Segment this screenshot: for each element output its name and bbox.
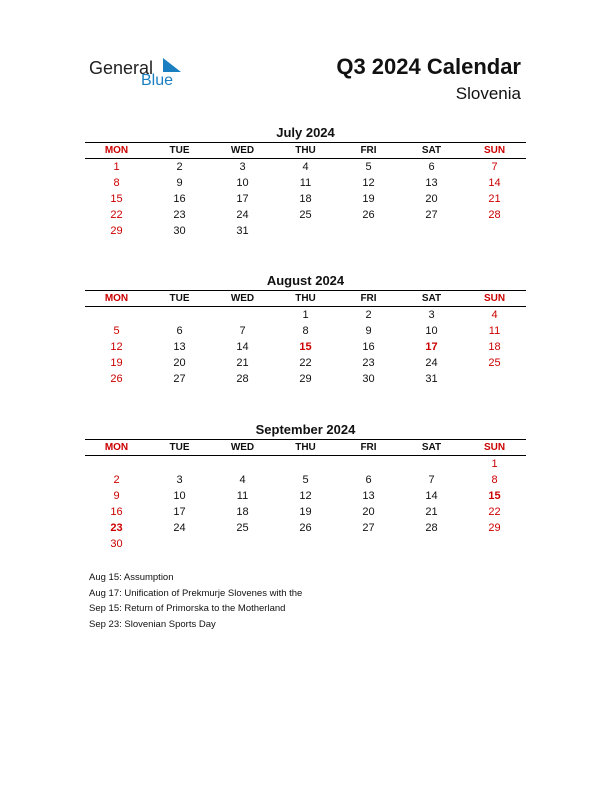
holiday-item: Sep 23: Slovenian Sports Day — [89, 618, 216, 630]
day-cell: 7 — [428, 474, 435, 486]
day-cell: 19 — [362, 193, 375, 205]
day-cell: 7 — [491, 161, 498, 173]
weekday-label: TUE — [169, 442, 190, 453]
day-cell — [337, 536, 400, 552]
day-cell: 13 — [362, 490, 375, 502]
month-block — [85, 421, 526, 552]
weekday-label: FRI — [360, 145, 377, 156]
month-title: July 2024 — [276, 125, 335, 140]
day-cell: 22 — [488, 506, 501, 518]
day-cell — [463, 536, 526, 552]
day-cell: 23 — [362, 357, 375, 369]
day-cell: 12 — [110, 341, 123, 353]
day-cell: 19 — [110, 357, 123, 369]
day-cell: 12 — [299, 490, 312, 502]
day-cell: 20 — [173, 357, 186, 369]
day-cell — [148, 307, 211, 323]
day-cell: 28 — [425, 522, 438, 534]
week-row — [85, 536, 526, 552]
holiday-item: Aug 15: Assumption — [89, 572, 174, 583]
day-cell: 18 — [488, 341, 501, 353]
weekday-label: WED — [230, 145, 255, 156]
day-cell — [463, 371, 526, 387]
day-cell: 9 — [365, 325, 372, 337]
day-cell: 4 — [239, 474, 246, 486]
day-cell: 14 — [236, 341, 249, 353]
day-cell: 23 — [110, 522, 123, 534]
weekday-label: THU — [295, 293, 316, 304]
day-cell: 25 — [236, 522, 249, 534]
day-cell: 9 — [113, 490, 120, 502]
day-cell: 24 — [425, 357, 438, 369]
day-cell: 27 — [362, 522, 375, 534]
day-cell: 6 — [428, 161, 435, 173]
day-cell — [337, 223, 400, 239]
weekday-label: SUN — [483, 145, 506, 156]
day-cell — [211, 536, 274, 552]
day-cell: 17 — [173, 506, 186, 518]
logo — [89, 56, 199, 96]
day-cell: 3 — [428, 309, 435, 321]
page-title: Q3 2024 Calendar — [336, 54, 521, 79]
day-cell: 11 — [236, 490, 249, 502]
weekday-label: SAT — [421, 293, 442, 304]
day-cell — [274, 456, 337, 472]
logo-text-general: General — [89, 58, 154, 78]
day-cell: 2 — [176, 161, 183, 173]
weekday-label: TUE — [169, 293, 190, 304]
month-title: September 2024 — [255, 422, 356, 437]
day-cell — [148, 456, 211, 472]
weekday-label: WED — [230, 293, 255, 304]
day-cell: 5 — [113, 325, 120, 337]
week-row — [85, 323, 526, 339]
weekday-label: MON — [104, 293, 129, 304]
month-block — [85, 124, 526, 239]
day-cell: 27 — [173, 373, 186, 385]
day-cell: 6 — [176, 325, 183, 337]
day-cell: 28 — [488, 209, 501, 221]
week-row — [85, 488, 526, 504]
day-cell — [337, 456, 400, 472]
day-cell: 5 — [365, 161, 372, 173]
weekday-label: MON — [104, 442, 129, 453]
day-cell: 21 — [488, 193, 501, 205]
weekday-header-row — [85, 439, 526, 456]
day-cell: 30 — [362, 373, 375, 385]
day-cell: 8 — [302, 325, 309, 337]
weekday-label: WED — [230, 442, 255, 453]
day-cell: 30 — [110, 538, 123, 550]
day-cell: 9 — [176, 177, 183, 189]
day-cell: 8 — [491, 474, 498, 486]
day-cell: 25 — [299, 209, 312, 221]
week-row — [85, 520, 526, 536]
day-cell: 3 — [239, 161, 246, 173]
day-cell — [85, 456, 148, 472]
day-cell: 8 — [113, 177, 120, 189]
day-cell: 1 — [491, 458, 498, 470]
day-cell — [148, 536, 211, 552]
day-cell — [400, 456, 463, 472]
week-row — [85, 371, 526, 387]
day-cell: 25 — [488, 357, 501, 369]
day-cell: 26 — [299, 522, 312, 534]
day-cell: 10 — [425, 325, 438, 337]
day-cell: 29 — [110, 225, 123, 237]
logo-flag-icon — [163, 58, 181, 72]
weekday-label: SUN — [483, 293, 506, 304]
day-cell: 24 — [173, 522, 186, 534]
week-row — [85, 207, 526, 223]
month-block — [85, 272, 526, 387]
day-cell: 20 — [425, 193, 438, 205]
day-cell: 28 — [236, 373, 249, 385]
weekday-label: MON — [104, 145, 129, 156]
day-cell: 1 — [113, 161, 120, 173]
day-cell: 29 — [299, 373, 312, 385]
day-cell: 31 — [236, 225, 249, 237]
day-cell: 17 — [236, 193, 249, 205]
weekday-header-row — [85, 290, 526, 307]
day-cell: 14 — [425, 490, 438, 502]
day-cell: 26 — [110, 373, 123, 385]
day-cell: 11 — [299, 177, 312, 189]
week-row — [85, 223, 526, 239]
day-cell — [400, 536, 463, 552]
day-cell: 3 — [176, 474, 183, 486]
day-cell: 16 — [110, 506, 123, 518]
week-row — [85, 339, 526, 355]
day-cell: 15 — [110, 193, 123, 205]
day-cell: 16 — [362, 341, 375, 353]
day-cell: 21 — [236, 357, 249, 369]
holiday-item: Sep 15: Return of Primorska to the Motherland — [89, 603, 286, 614]
week-row — [85, 307, 526, 323]
weekday-label: THU — [295, 442, 316, 453]
day-cell: 24 — [236, 209, 249, 221]
day-cell: 31 — [425, 373, 438, 385]
day-cell: 4 — [491, 309, 498, 321]
day-cell: 19 — [299, 506, 312, 518]
day-cell: 15 — [488, 490, 501, 502]
weekday-header-row — [85, 142, 526, 159]
day-cell — [211, 307, 274, 323]
day-cell: 27 — [425, 209, 438, 221]
day-cell: 30 — [173, 225, 186, 237]
day-cell: 23 — [173, 209, 186, 221]
day-cell: 10 — [236, 177, 249, 189]
day-cell: 6 — [365, 474, 372, 486]
day-cell: 29 — [488, 522, 501, 534]
day-cell: 13 — [425, 177, 438, 189]
weekday-label: SAT — [421, 442, 442, 453]
day-cell — [400, 223, 463, 239]
day-cell: 22 — [110, 209, 123, 221]
day-cell: 18 — [236, 506, 249, 518]
day-cell: 18 — [299, 193, 312, 205]
day-cell: 20 — [362, 506, 375, 518]
day-cell: 12 — [362, 177, 375, 189]
week-row — [85, 472, 526, 488]
day-cell: 4 — [302, 161, 309, 173]
week-row — [85, 456, 526, 472]
day-cell — [274, 536, 337, 552]
weekday-label: SUN — [483, 442, 506, 453]
day-cell: 17 — [425, 341, 438, 353]
day-cell: 5 — [302, 474, 309, 486]
weekday-label: TUE — [169, 145, 190, 156]
weekday-label: FRI — [360, 442, 377, 453]
day-cell: 2 — [113, 474, 120, 486]
weekday-label: SAT — [421, 145, 442, 156]
day-cell: 11 — [488, 325, 501, 337]
day-cell: 16 — [173, 193, 186, 205]
day-cell: 15 — [299, 341, 312, 353]
holiday-item: Aug 17: Unification of Prekmurje Slovenes with the — [89, 587, 303, 599]
day-cell: 13 — [173, 341, 186, 353]
holiday-list — [89, 570, 302, 632]
day-cell — [463, 223, 526, 239]
week-row — [85, 159, 526, 175]
week-row — [85, 355, 526, 371]
week-row — [85, 504, 526, 520]
month-title: August 2024 — [266, 273, 345, 288]
day-cell: 2 — [365, 309, 372, 321]
day-cell: 26 — [362, 209, 375, 221]
day-cell: 10 — [173, 490, 186, 502]
day-cell: 21 — [425, 506, 438, 518]
weekday-label: FRI — [360, 293, 377, 304]
week-row — [85, 175, 526, 191]
week-row — [85, 191, 526, 207]
day-cell: 22 — [299, 357, 312, 369]
weekday-label: THU — [295, 145, 316, 156]
logo-text-blue: Blue — [141, 72, 174, 89]
day-cell: 14 — [488, 177, 501, 189]
country-name: Slovenia — [455, 84, 521, 103]
day-cell — [274, 223, 337, 239]
day-cell: 7 — [239, 325, 246, 337]
day-cell — [211, 456, 274, 472]
day-cell — [85, 307, 148, 323]
day-cell: 1 — [302, 309, 309, 321]
